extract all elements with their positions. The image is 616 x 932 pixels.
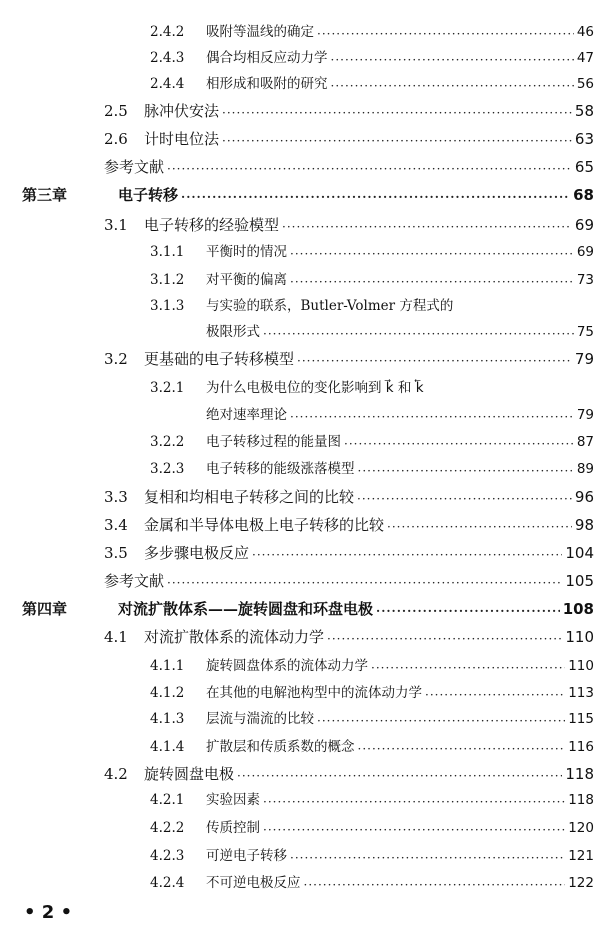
toc-entry-title: 传质控制: [206, 820, 260, 836]
dot-leader: [304, 879, 566, 891]
toc-subsection-entry: [150, 822, 594, 836]
toc-entry-title: 旋转圆盘体系的流体动力学: [206, 658, 368, 674]
toc-section-entry: [104, 218, 594, 233]
dot-leader: [282, 221, 572, 233]
toc-entry-number: 4.1.4: [150, 739, 185, 755]
toc-entry-title: 在其他的电解池构型中的流体动力学: [206, 685, 422, 701]
toc-entry-page-number: 121: [568, 848, 594, 864]
toc-entry-number: 3.1.2: [150, 272, 185, 288]
toc-entry-title-continued: 绝对速率理论: [206, 407, 287, 423]
toc-entry-page-number: 89: [576, 461, 594, 477]
toc-entry-number: 4.1.2: [150, 685, 185, 701]
toc-entry-page-number: 73: [576, 272, 594, 288]
toc-entry-title: 对流扩散体系——旋转圆盘和环盘电极: [118, 600, 374, 618]
toc-entry-number: 4.1: [104, 628, 128, 646]
toc-entry-title: 脉冲伏安法: [144, 102, 220, 120]
toc-entry-number: 2.4.2: [150, 24, 185, 40]
toc-entry-page-number: 120: [568, 820, 594, 836]
toc-section-entry: [104, 132, 594, 147]
toc-entry-page-number: 79: [576, 407, 594, 423]
dot-leader: [222, 135, 572, 147]
toc-entry-page-number: 65: [574, 158, 594, 176]
toc-entry-title: 不可逆电极反应: [206, 875, 301, 891]
dot-leader: [376, 605, 560, 617]
toc-entry-title: 吸附等温线的确定: [206, 24, 314, 40]
toc-entry-number: 4.2.4: [150, 875, 185, 891]
toc-subsection-entry: [150, 382, 424, 396]
toc-entry-title: 与实验的联系，Butler-Volmer 方程式的: [206, 298, 454, 314]
dot-leader: [317, 28, 574, 40]
toc-entry-page-number: 115: [568, 711, 594, 727]
toc-section-entry: [104, 104, 594, 119]
dot-leader: [290, 248, 574, 260]
toc-entry-continuation: [206, 326, 594, 340]
toc-entry-title: 参考文献: [104, 158, 165, 176]
toc-entry-title: 计时电位法: [144, 130, 220, 148]
toc-entry-title: 旋转圆盘电极: [144, 765, 235, 783]
toc-entry-title: 电子转移过程的能量图: [206, 434, 341, 450]
toc-subsection-entry: [150, 52, 594, 66]
toc-section-entry: [104, 518, 594, 533]
toc-entry-page-number: 108: [562, 600, 594, 618]
toc-entry-number: 4.1.3: [150, 711, 185, 727]
toc-entry-title: 电子转移的能级涨落模型: [206, 461, 355, 477]
toc-entry-title: 相形成和吸附的研究: [206, 76, 328, 92]
toc-entry-title: 可逆电子转移: [206, 848, 287, 864]
toc-entry-number: 3.1.3: [150, 298, 185, 314]
toc-entry-number: 4.1.1: [150, 658, 185, 674]
toc-entry-number: 3.1: [104, 216, 128, 234]
toc-entry-number: 3.3: [104, 488, 128, 506]
toc-subsection-entry: [150, 850, 594, 864]
toc-entry-page-number: 113: [568, 685, 594, 701]
dot-leader: [331, 54, 574, 66]
toc-entry-title: 电子转移的经验模型: [144, 216, 280, 234]
toc-entry-number: 4.2.2: [150, 820, 185, 836]
toc-chapter-entry: [22, 188, 594, 203]
toc-entry-page-number: 105: [565, 572, 594, 590]
dot-leader: [167, 163, 572, 175]
toc-chapter-entry: [22, 602, 594, 617]
toc-subsection-entry: [150, 78, 594, 92]
toc-entry-page-number: 98: [574, 516, 594, 534]
dot-leader: [167, 577, 562, 589]
toc-entry-page-number: 122: [568, 875, 594, 891]
toc-references-entry: [104, 160, 594, 175]
dot-leader: [290, 852, 565, 864]
toc-entry-number: 2.4.3: [150, 50, 185, 66]
dot-leader: [181, 191, 570, 203]
toc-section-entry: [104, 767, 594, 782]
toc-entry-continuation: [206, 409, 594, 423]
dot-leader: [297, 355, 572, 367]
toc-entry-page-number: 69: [576, 244, 594, 260]
dot-leader: [317, 715, 565, 727]
toc-entry-page-number: 79: [574, 350, 594, 368]
toc-entry-number: 3.2.2: [150, 434, 185, 450]
dot-leader: [358, 465, 574, 477]
toc-entry-title: 多步骤电极反应: [144, 544, 250, 562]
dot-leader: [425, 689, 565, 701]
dot-leader: [358, 743, 566, 755]
toc-subsection-entry: [150, 794, 594, 808]
toc-entry-page-number: 110: [565, 628, 594, 646]
toc-entry-title: 复相和均相电子转移之间的比较: [144, 488, 355, 506]
toc-subsection-entry: [150, 687, 594, 701]
toc-subsection-entry: [150, 436, 594, 450]
toc-entry-page-number: 110: [568, 658, 594, 674]
toc-entry-page-number: 118: [565, 765, 594, 783]
toc-entry-title: 平衡时的情况: [206, 244, 287, 260]
toc-entry-page-number: 87: [576, 434, 594, 450]
toc-entry-page-number: 47: [576, 50, 594, 66]
dot-leader: [357, 493, 572, 505]
toc-entry-number: 4.2.3: [150, 848, 185, 864]
toc-entry-page-number: 75: [576, 324, 594, 340]
toc-entry-title-continued: 极限形式: [206, 324, 260, 340]
toc-subsection-entry: [150, 300, 453, 314]
toc-entry-number: 3.4: [104, 516, 128, 534]
dot-leader: [237, 770, 562, 782]
toc-entry-number: 2.6: [104, 130, 128, 148]
toc-entry-page-number: 116: [568, 739, 594, 755]
toc-entry-title: 更基础的电子转移模型: [144, 350, 295, 368]
dot-leader: [371, 662, 565, 674]
dot-leader: [263, 796, 565, 808]
toc-subsection-entry: [150, 26, 594, 40]
dot-leader: [263, 824, 565, 836]
toc-entry-title: 层流与湍流的比较: [206, 711, 314, 727]
toc-entry-title: 为什么电极电位的变化影响到 k⃗ 和 k⃖: [206, 380, 424, 396]
toc-section-entry: [104, 352, 594, 367]
toc-section-entry: [104, 630, 594, 645]
toc-entry-number: 3.2.1: [150, 380, 185, 396]
toc-entry-number: 4.2.1: [150, 792, 185, 808]
toc-entry-number: 第三章: [22, 186, 68, 204]
toc-entry-number: 2.5: [104, 102, 128, 120]
toc-entry-page-number: 46: [576, 24, 594, 40]
dot-leader: [252, 549, 562, 561]
toc-section-entry: [104, 490, 594, 505]
toc-subsection-entry: [150, 713, 594, 727]
toc-entry-title: 实验因素: [206, 792, 260, 808]
toc-section-entry: [104, 546, 594, 561]
toc-subsection-entry: [150, 660, 594, 674]
toc-entry-number: 2.4.4: [150, 76, 185, 92]
dot-leader: [327, 633, 562, 645]
dot-leader: [222, 107, 572, 119]
toc-entry-title: 对流扩散体系的流体动力学: [144, 628, 325, 646]
toc-entry-number: 3.5: [104, 544, 128, 562]
dot-leader: [263, 328, 574, 340]
toc-entry-title: 对平衡的偏离: [206, 272, 287, 288]
toc-entry-number: 3.2.3: [150, 461, 185, 477]
toc-entry-page-number: 118: [568, 792, 594, 808]
toc-entry-title: 电子转移: [118, 186, 179, 204]
toc-subsection-entry: [150, 246, 594, 260]
toc-entry-page-number: 68: [573, 186, 594, 204]
toc-entry-page-number: 56: [576, 76, 594, 92]
toc-subsection-entry: [150, 274, 594, 288]
dot-leader: [290, 276, 574, 288]
toc-entry-number: 3.1.1: [150, 244, 185, 260]
dot-leader: [344, 438, 574, 450]
toc-entry-page-number: 58: [574, 102, 594, 120]
toc-subsection-entry: [150, 741, 594, 755]
toc-entry-title: 扩散层和传质系数的概念: [206, 739, 355, 755]
dot-leader: [331, 80, 574, 92]
toc-entry-title: 参考文献: [104, 572, 165, 590]
page-number-footer: • 2 •: [24, 902, 73, 923]
toc-entry-number: 3.2: [104, 350, 128, 368]
toc-entry-number: 4.2: [104, 765, 128, 783]
toc-entry-page-number: 104: [565, 544, 594, 562]
toc-entry-title: 偶合均相反应动力学: [206, 50, 328, 66]
dot-leader: [290, 411, 574, 423]
toc-entry-page-number: 96: [574, 488, 594, 506]
toc-entry-title: 金属和半导体电极上电子转移的比较: [144, 516, 385, 534]
toc-entry-number: 第四章: [22, 600, 68, 618]
toc-entry-page-number: 63: [574, 130, 594, 148]
toc-subsection-entry: [150, 463, 594, 477]
toc-subsection-entry: [150, 877, 594, 891]
dot-leader: [387, 521, 572, 533]
toc-references-entry: [104, 574, 594, 589]
toc-entry-page-number: 69: [574, 216, 594, 234]
